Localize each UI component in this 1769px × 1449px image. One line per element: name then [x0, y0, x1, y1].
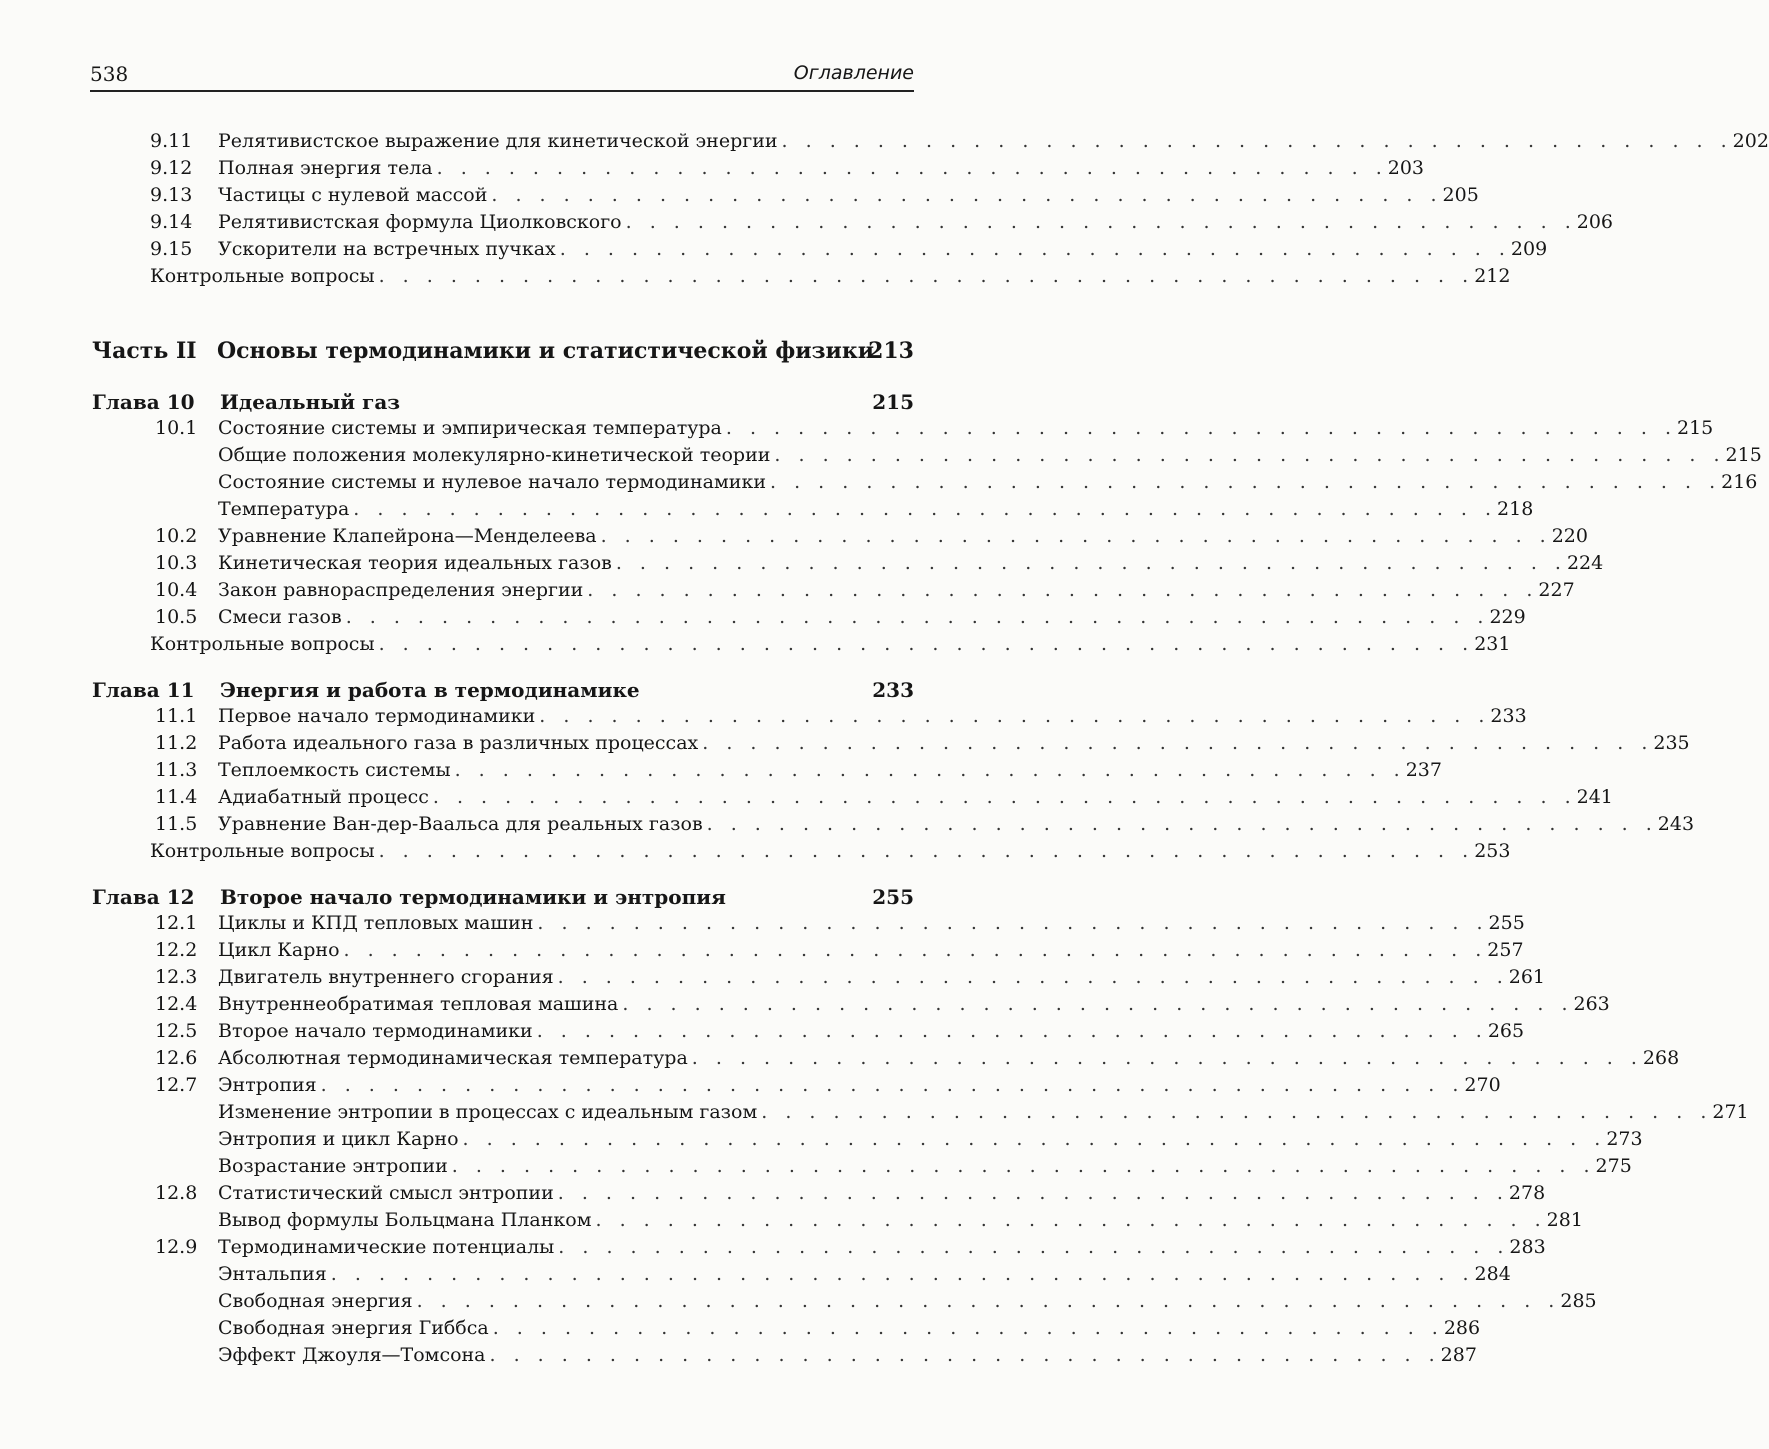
section-title: Термодинамические потенциалы [218, 1236, 555, 1258]
section-title: Контрольные вопросы [150, 633, 375, 655]
section-title: Смеси газов [218, 606, 342, 628]
page-number: 538 [90, 62, 129, 86]
chapter-page: 215 [872, 390, 914, 414]
toc-entry[interactable] [150, 840, 1511, 867]
toc-entry[interactable] [150, 265, 1511, 292]
toc-entry[interactable] [155, 813, 1695, 840]
leader-dots: . . . . . . . . . . . . . . . . . . . . . . . . . . . . . . . . . . . . . . . . . . . . . . . . [330, 1263, 1475, 1285]
leader-dots: . . . . . . . . . . . . . . . . . . . . . . . . . . . . . . . . . . . . . . . . [454, 759, 1406, 781]
section-title: Свободная энергия [218, 1290, 413, 1312]
toc-entry[interactable] [155, 1317, 1481, 1344]
toc-entry[interactable] [155, 444, 1762, 471]
section-page: 284 [1474, 1263, 1511, 1285]
section-title: Состояние системы и эмпирическая температура [218, 417, 722, 439]
section-number: 12.6 [155, 1047, 198, 1069]
section-title: Состояние системы и нулевое начало термодинамики [218, 471, 766, 493]
section-number: 12.1 [155, 912, 198, 934]
leader-dots: . . . . . . . . . . . . . . . . . . . . . . . . . . . . . . . . . . . . . . . . [625, 211, 1577, 233]
section-page: 241 [1576, 786, 1613, 808]
toc-entry[interactable] [150, 157, 1424, 184]
leader-dots: . . . . . . . . . . . . . . . . . . . . . . . . . . . . . . . . . . . . . . . . [702, 732, 1654, 754]
section-title: Энтропия и цикл Карно [218, 1128, 459, 1150]
leader-dots: . . . . . . . . . . . . . . . . . . . . . . . . . . . . . . . . . . . . . . . . . . . . . . . . [416, 1290, 1561, 1312]
toc-entry[interactable] [155, 1020, 1525, 1047]
leader-dots: . . . . . . . . . . . . . . . . . . . . . . . . . . . . . . . . . . . . . . . . [600, 525, 1552, 547]
section-page: 215 [1677, 417, 1714, 439]
toc-entry[interactable] [150, 211, 1614, 238]
toc-entry[interactable] [155, 966, 1545, 993]
section-number: 12.3 [155, 966, 198, 988]
section-page: 255 [1488, 912, 1525, 934]
section-page: 263 [1573, 993, 1610, 1015]
section-page: 237 [1405, 759, 1442, 781]
section-page: 270 [1464, 1074, 1501, 1096]
chapter-title: Идеальный газ [220, 390, 401, 414]
section-title: Контрольные вопросы [150, 265, 375, 287]
leader-dots: . . . . . . . . . . . . . . . . . . . . . . . . . . . . . . . . . . . . . . . . [770, 471, 1722, 493]
leader-dots: . . . . . . . . . . . . . . . . . . . . . . . . . . . . . . . . . . . . . . . . [536, 1020, 1488, 1042]
toc-entry[interactable] [150, 130, 1769, 157]
section-title: Первое начало термодинамики [218, 705, 536, 727]
toc-entry[interactable] [155, 471, 1758, 498]
leader-dots: . . . . . . . . . . . . . . . . . . . . . . . . . . . . . . . . . . . . . . . . . . . . . . . . [345, 606, 1490, 628]
chapter-page: 255 [872, 885, 914, 909]
section-number: 10.5 [155, 606, 198, 628]
section-title: Уравнение Клапейрона—Менделеева [218, 525, 597, 547]
section-number: 12.7 [155, 1074, 198, 1096]
chapter-title: Второе начало термодинамики и энтропия [220, 885, 726, 909]
toc-entry[interactable] [155, 498, 1534, 525]
chapter-heading[interactable] [92, 678, 914, 706]
section-title: Вывод формулы Больцмана Планком [218, 1209, 592, 1231]
section-title: Эффект Джоуля—Томсона [218, 1344, 486, 1366]
section-number: 11.3 [155, 759, 198, 781]
section-number: 10.3 [155, 552, 198, 574]
section-title: Закон равнораспределения энергии [218, 579, 584, 601]
section-number: 9.11 [150, 130, 193, 152]
toc-entry[interactable] [155, 417, 1714, 444]
section-title: Статистический смысл энтропии [218, 1182, 554, 1204]
section-title: Внутреннеобратимая тепловая машина [218, 993, 619, 1015]
leader-dots: . . . . . . . . . . . . . . . . . . . . . . . . . . . . . . . . . . . . . . . . [761, 1101, 1713, 1123]
section-page: 273 [1606, 1128, 1643, 1150]
chapter-heading[interactable] [92, 885, 914, 913]
section-page: 235 [1653, 732, 1690, 754]
section-page: 209 [1510, 238, 1548, 260]
section-page: 285 [1560, 1290, 1597, 1312]
leader-dots: . . . . . . . . . . . . . . . . . . . . . . . . . . . . . . . . . . . . . . . . . . . . . . . . [320, 1074, 1465, 1096]
section-page: 218 [1497, 498, 1534, 520]
section-number: 12.8 [155, 1182, 198, 1204]
chapter-label: Глава 11 [92, 678, 195, 702]
section-number: 12.4 [155, 993, 198, 1015]
section-number: 10.1 [155, 417, 198, 439]
section-page: 212 [1474, 265, 1511, 287]
leader-dots: . . . . . . . . . . . . . . . . . . . . . . . . . . . . . . . . . . . . . . . . . . . . . . . . [451, 1155, 1596, 1177]
leader-dots: . . . . . . . . . . . . . . . . . . . . . . . . . . . . . . . . . . . . . . . . [489, 1344, 1441, 1366]
leader-dots: . . . . . . . . . . . . . . . . . . . . . . . . . . . . . . . . . . . . . . . . . . . . . . [378, 840, 1475, 862]
section-title: Двигатель внутреннего сгорания [218, 966, 554, 988]
toc-entry[interactable] [155, 1047, 1680, 1074]
leader-dots: . . . . . . . . . . . . . . . . . . . . . . . . . . . . . . . . . . . . . . . . [492, 1317, 1444, 1339]
section-page: 283 [1509, 1236, 1546, 1258]
section-title: Второе начало термодинамики [218, 1020, 533, 1042]
chapter-title: Энергия и работа в термодинамике [220, 678, 640, 702]
leader-dots: . . . . . . . . . . . . . . . . . . . . . . . . . . . . . . . . . . . . . . . . [725, 417, 1677, 439]
part-title: Основы термодинамики и статистической физики [217, 338, 875, 364]
toc-entry[interactable] [155, 1290, 1597, 1317]
toc-entry[interactable] [155, 1263, 1511, 1290]
toc-entry[interactable] [155, 1182, 1546, 1209]
section-page: 243 [1657, 813, 1695, 835]
toc-entry[interactable] [155, 786, 1613, 813]
chapter-label: Глава 12 [92, 885, 195, 909]
section-title: Циклы и КПД тепловых машин [218, 912, 534, 934]
section-title: Кинетическая теория идеальных газов [218, 552, 612, 574]
section-page: 275 [1595, 1155, 1632, 1177]
toc-entry[interactable] [155, 1209, 1583, 1236]
toc-entry[interactable] [155, 579, 1575, 606]
section-page: 253 [1474, 840, 1511, 862]
leader-dots: . . . . . . . . . . . . . . . . . . . . . . . . . . . . . . . . . . . . . . . . [537, 912, 1489, 934]
toc-entry[interactable] [155, 1074, 1501, 1101]
chapter-label: Глава 10 [92, 390, 195, 414]
section-title: Уравнение Ван-дер-Ваальса для реальных газов [218, 813, 703, 835]
section-number: 11.5 [155, 813, 198, 835]
page-header [90, 60, 914, 92]
leader-dots: . . . . . . . . . . . . . . . . . . . . . . . . . . . . . . . . . . . . . . . . . . . . . . . . [432, 786, 1577, 808]
leader-dots: . . . . . . . . . . . . . . . . . . . . . . . . . . . . . . . . . . . . . . . . . . . . . . . . [343, 939, 1488, 961]
section-title: Энтальпия [218, 1263, 327, 1285]
section-page: 227 [1538, 579, 1575, 601]
section-number: 9.13 [150, 184, 193, 206]
section-page: 271 [1712, 1101, 1749, 1123]
toc-entry[interactable] [150, 633, 1511, 660]
section-title: Возрастание энтропии [218, 1155, 448, 1177]
section-title: Теплоемкость системы [218, 759, 451, 781]
leader-dots: . . . . . . . . . . . . . . . . . . . . . . . . . . . . . . . . . . . . . . . . [557, 1182, 1509, 1204]
section-page: 215 [1725, 444, 1762, 466]
section-title: Релятивистская формула Циолковского [218, 211, 622, 233]
section-page: 265 [1487, 1020, 1525, 1042]
leader-dots: . . . . . . . . . . . . . . . . . . . . . . . . . . . . . . . . . . . . . . . . [539, 705, 1491, 727]
section-title: Полная энергия тела [218, 157, 433, 179]
toc-entry[interactable] [150, 238, 1548, 265]
leader-dots: . . . . . . . . . . . . . . . . . . . . . . . . . . . . . . . . . . . . . . . . [491, 184, 1443, 206]
leader-dots: . . . . . . . . . . . . . . . . . . . . . . . . . . . . . . . . . . . . . . . . [557, 966, 1509, 988]
section-number: 10.4 [155, 579, 198, 601]
section-title: Абсолютная термодинамическая температура [218, 1047, 688, 1069]
toc-entry[interactable] [155, 705, 1527, 732]
toc-entry[interactable] [155, 552, 1604, 579]
leader-dots: . . . . . . . . . . . . . . . . . . . . . . . . . . . . . . . . . . . . . . . . [691, 1047, 1643, 1069]
section-title: Изменение энтропии в процессах с идеальным газом [218, 1101, 758, 1123]
section-title: Работа идеального газа в различных процессах [218, 732, 699, 754]
section-page: 231 [1474, 633, 1511, 655]
section-page: 224 [1566, 552, 1604, 574]
leader-dots: . . . . . . . . . . . . . . . . . . . . . . . . . . . . . . . . . . . . . . . . [622, 993, 1574, 1015]
leader-dots: . . . . . . . . . . . . . . . . . . . . . . . . . . . . . . . . . . . . . . . . . . . . . . [378, 265, 1475, 287]
leader-dots: . . . . . . . . . . . . . . . . . . . . . . . . . . . . . . . . . . . . . . . . [436, 157, 1388, 179]
toc-entry[interactable] [150, 184, 1479, 211]
section-title: Энтропия [218, 1074, 317, 1096]
toc-entry[interactable] [155, 1128, 1643, 1155]
section-number: 9.12 [150, 157, 193, 179]
chapter-page: 233 [872, 678, 914, 702]
running-title: Оглавление [793, 62, 914, 84]
section-title: Свободная энергия Гиббса [218, 1317, 489, 1339]
leader-dots: . . . . . . . . . . . . . . . . . . . . . . . . . . . . . . . . . . . . . . . . [595, 1209, 1547, 1231]
section-number: 9.15 [150, 238, 193, 260]
section-page: 220 [1551, 525, 1588, 547]
leader-dots: . . . . . . . . . . . . . . . . . . . . . . . . . . . . . . . . . . . . . . . . [558, 1236, 1510, 1258]
part-label: Часть II [92, 338, 197, 364]
section-page: 281 [1546, 1209, 1583, 1231]
section-page: 286 [1443, 1317, 1481, 1339]
toc-entry[interactable] [155, 993, 1610, 1020]
toc-entry[interactable] [155, 912, 1525, 939]
section-page: 257 [1487, 939, 1524, 961]
leader-dots: . . . . . . . . . . . . . . . . . . . . . . . . . . . . . . . . . . . . . . . . [587, 579, 1539, 601]
section-number: 12.5 [155, 1020, 198, 1042]
section-title: Контрольные вопросы [150, 840, 375, 862]
section-title: Релятивистское выражение для кинетической энергии [218, 130, 778, 152]
leader-dots: . . . . . . . . . . . . . . . . . . . . . . . . . . . . . . . . . . . . . . . . [615, 552, 1567, 574]
section-title: Температура [218, 498, 350, 520]
toc-entry[interactable] [155, 1344, 1477, 1371]
section-title: Цикл Карно [218, 939, 340, 961]
section-page: 202 [1732, 130, 1769, 152]
toc-entry[interactable] [155, 1236, 1546, 1263]
section-page: 268 [1642, 1047, 1680, 1069]
section-number: 9.14 [150, 211, 193, 233]
section-title: Адиабатный процесс [218, 786, 429, 808]
section-number: 10.2 [155, 525, 198, 547]
section-page: 203 [1387, 157, 1424, 179]
leader-dots: . . . . . . . . . . . . . . . . . . . . . . . . . . . . . . . . . . . . . . . . . . . . . . . . [462, 1128, 1607, 1150]
toc-entry[interactable] [155, 606, 1526, 633]
toc-entry[interactable] [155, 1155, 1632, 1182]
chapter-heading[interactable] [92, 390, 914, 418]
leader-dots: . . . . . . . . . . . . . . . . . . . . . . . . . . . . . . . . . . . . . . . . [559, 238, 1511, 260]
section-page: 206 [1576, 211, 1614, 233]
section-number: 11.4 [155, 786, 198, 808]
toc-entry[interactable] [155, 525, 1588, 552]
leader-dots: . . . . . . . . . . . . . . . . . . . . . . . . . . . . . . . . . . . . . . . . . . . . . . . . [353, 498, 1498, 520]
section-title: Общие положения молекулярно-кинетической теории [218, 444, 771, 466]
section-page: 278 [1508, 1182, 1546, 1204]
section-page: 261 [1508, 966, 1545, 988]
part-page: 213 [868, 338, 914, 364]
section-page: 229 [1489, 606, 1526, 628]
section-number: 11.1 [155, 705, 198, 727]
section-number: 12.9 [155, 1236, 198, 1258]
section-page: 233 [1490, 705, 1527, 727]
section-page: 205 [1442, 184, 1479, 206]
section-title: Ускорители на встречных пучках [218, 238, 556, 260]
leader-dots: . . . . . . . . . . . . . . . . . . . . . . . . . . . . . . . . . . . . . . . . [706, 813, 1658, 835]
section-page: 216 [1721, 471, 1758, 493]
section-number: 12.2 [155, 939, 198, 961]
toc-entry[interactable] [155, 939, 1524, 966]
leader-dots: . . . . . . . . . . . . . . . . . . . . . . . . . . . . . . . . . . . . . . . . [781, 130, 1733, 152]
toc-entry[interactable] [155, 759, 1442, 786]
toc-entry[interactable] [155, 732, 1690, 759]
section-page: 287 [1440, 1344, 1477, 1366]
section-number: 11.2 [155, 732, 198, 754]
toc-entry[interactable] [155, 1101, 1749, 1128]
part-heading[interactable] [92, 338, 914, 370]
section-title: Частицы с нулевой массой [218, 184, 488, 206]
leader-dots: . . . . . . . . . . . . . . . . . . . . . . . . . . . . . . . . . . . . . . . . [774, 444, 1726, 466]
leader-dots: . . . . . . . . . . . . . . . . . . . . . . . . . . . . . . . . . . . . . . . . . . . . . . [378, 633, 1475, 655]
